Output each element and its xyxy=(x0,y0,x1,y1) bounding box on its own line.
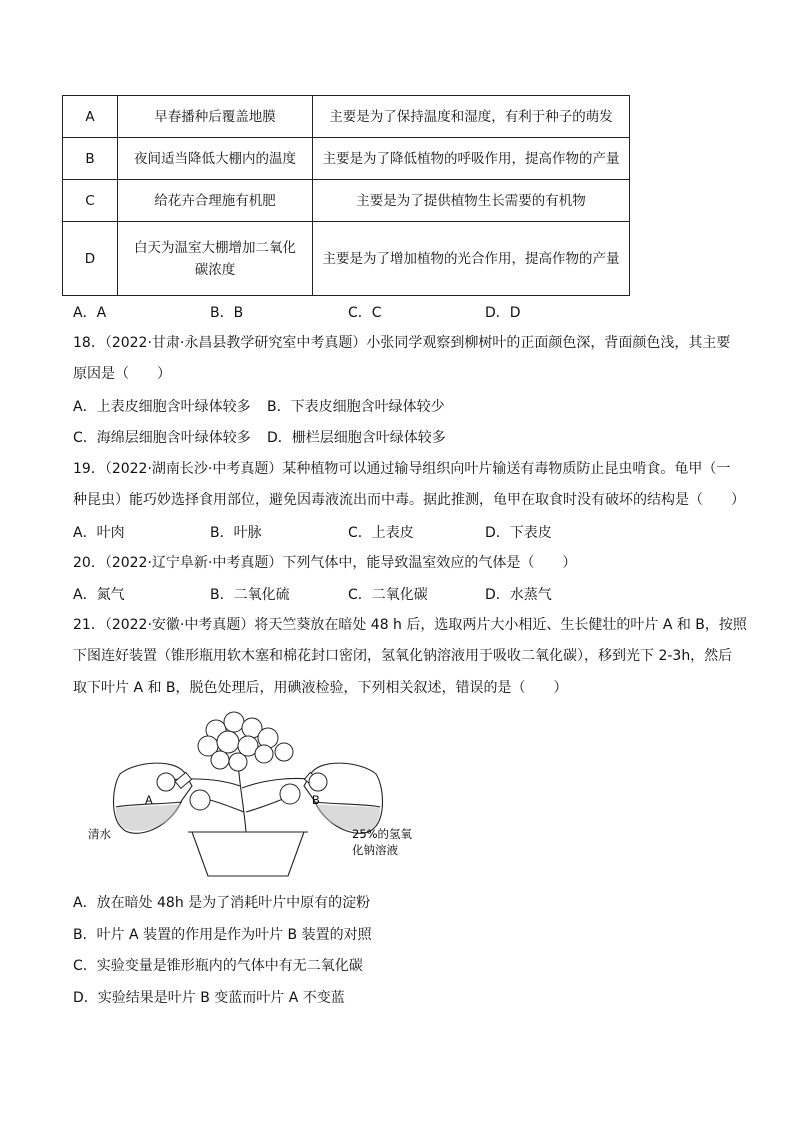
row-letter: C xyxy=(63,180,118,222)
choice-c[interactable]: C．C xyxy=(348,305,382,321)
choice-d[interactable]: D．水蒸气 xyxy=(485,587,552,603)
option-d[interactable]: D．栅栏层细胞含叶绿体较多 xyxy=(267,430,446,446)
label-leaf-b: B xyxy=(312,795,320,807)
option-c[interactable]: C．海绵层细胞含叶绿体较多 xyxy=(73,430,251,446)
row-practice: 早春播种后覆盖地膜 xyxy=(118,96,313,138)
row-purpose: 主要是为了提供植物生长需要的有机物 xyxy=(313,180,630,222)
choice-a[interactable]: A．叶肉 xyxy=(73,525,125,541)
q19-stem-line1: 19．（2022·湖南长沙·中考真题）某种植物可以通过输导组织向叶片输送有毒物质防止昆虫啃食。龟甲（一 xyxy=(73,461,731,477)
row-practice xyxy=(118,222,313,296)
choice-a[interactable]: A．A xyxy=(73,305,107,321)
q21-stem-line3: 取下叶片 A 和 B，脱色处理后，用碘液检验，下列相关叙述，错误的是（ ） xyxy=(73,680,568,696)
choice-d[interactable]: D．D xyxy=(485,305,521,321)
table-row xyxy=(63,180,630,222)
row-practice: 给花卉合理施有机肥 xyxy=(118,180,313,222)
stem xyxy=(238,763,246,832)
label-water: 清水 xyxy=(88,827,111,841)
table-row xyxy=(63,138,630,180)
row-practice-line: 碳浓度 xyxy=(194,261,236,278)
option-a[interactable]: A．上表皮细胞含叶绿体较多 xyxy=(73,399,251,415)
choice-a[interactable]: A．氮气 xyxy=(73,587,125,603)
choice-b[interactable]: B．叶脉 xyxy=(210,525,262,541)
choice-d[interactable]: D．下表皮 xyxy=(485,525,552,541)
row-purpose: 主要是为了保持温度和湿度，有利于种子的萌发 xyxy=(313,96,630,138)
left-flask-liquid xyxy=(116,804,181,831)
q20-stem: 20．（2022·辽宁阜新·中考真题）下列气体中，能导致温室效应的气体是（ ） xyxy=(73,555,577,571)
choice-b[interactable]: B．二氧化硫 xyxy=(210,587,290,603)
label-naoh-2: 化钠溶液 xyxy=(352,843,398,857)
option-b[interactable]: B．下表皮细胞含叶绿体较少 xyxy=(267,399,445,415)
experiment-figure xyxy=(88,708,428,878)
q18-stem-line2: 原因是（ ） xyxy=(73,366,171,382)
q21-stem-line1: 21．（2022·安徽·中考真题）将天竺葵放在暗处 48 h 后，选取两片大小相近、生长健壮的叶片 A 和 B，按照 xyxy=(73,617,747,633)
table-row xyxy=(63,96,630,138)
choice-b[interactable]: B．B xyxy=(210,305,244,321)
q21-option-a[interactable]: A．放在暗处 48h 是为了消耗叶片中原有的淀粉 xyxy=(73,895,371,911)
flower-pot xyxy=(192,832,304,876)
q21-option-c[interactable]: C．实验变量是锥形瓶内的气体中有无二氧化碳 xyxy=(73,958,363,974)
left-stopper xyxy=(175,772,192,788)
row-purpose: 主要是为了降低植物的呼吸作用，提高作物的产量 xyxy=(313,138,630,180)
row-letter: A xyxy=(63,96,118,138)
q21-stem-line2: 下图连好装置（锥形瓶用软木塞和棉花封口密闭，氢氧化钠溶液用于吸收二氧化碳），移到光下 2-3h，然后 xyxy=(73,648,733,664)
row-letter: D xyxy=(63,222,118,296)
choice-c[interactable]: C．二氧化碳 xyxy=(348,587,428,603)
choice-c[interactable]: C．上表皮 xyxy=(348,525,414,541)
q19-stem-line2: 种昆虫）能巧妙选择食用部位，避免因毒液流出而中毒。据此推测，龟甲在取食时没有破坏的结构是（ ） xyxy=(73,492,745,508)
row-practice: 夜间适当降低大棚内的温度 xyxy=(118,138,313,180)
q18-stem-line1: 18．（2022·甘肃·永昌县教学研究室中考真题）小张同学观察到柳树叶的正面颜色深，背面颜色浅，其主要 xyxy=(73,335,731,351)
row-practice-line: 白天为温室大棚增加二氧化 xyxy=(134,239,296,256)
leaf-cluster-top xyxy=(198,712,293,771)
table-row xyxy=(63,222,630,296)
q21-option-b[interactable]: B．叶片 A 装置的作用是作为叶片 B 装置的对照 xyxy=(73,927,372,943)
label-naoh-1: 25%的氢氧 xyxy=(352,827,413,841)
row-letter: B xyxy=(63,138,118,180)
q21-option-d[interactable]: D．实验结果是叶片 B 变蓝而叶片 A 不变蓝 xyxy=(73,990,345,1006)
label-leaf-a: A xyxy=(145,795,153,807)
row-purpose: 主要是为了增加植物的光合作用，提高作物的产量 xyxy=(313,222,630,296)
q17-options-table xyxy=(62,95,630,296)
